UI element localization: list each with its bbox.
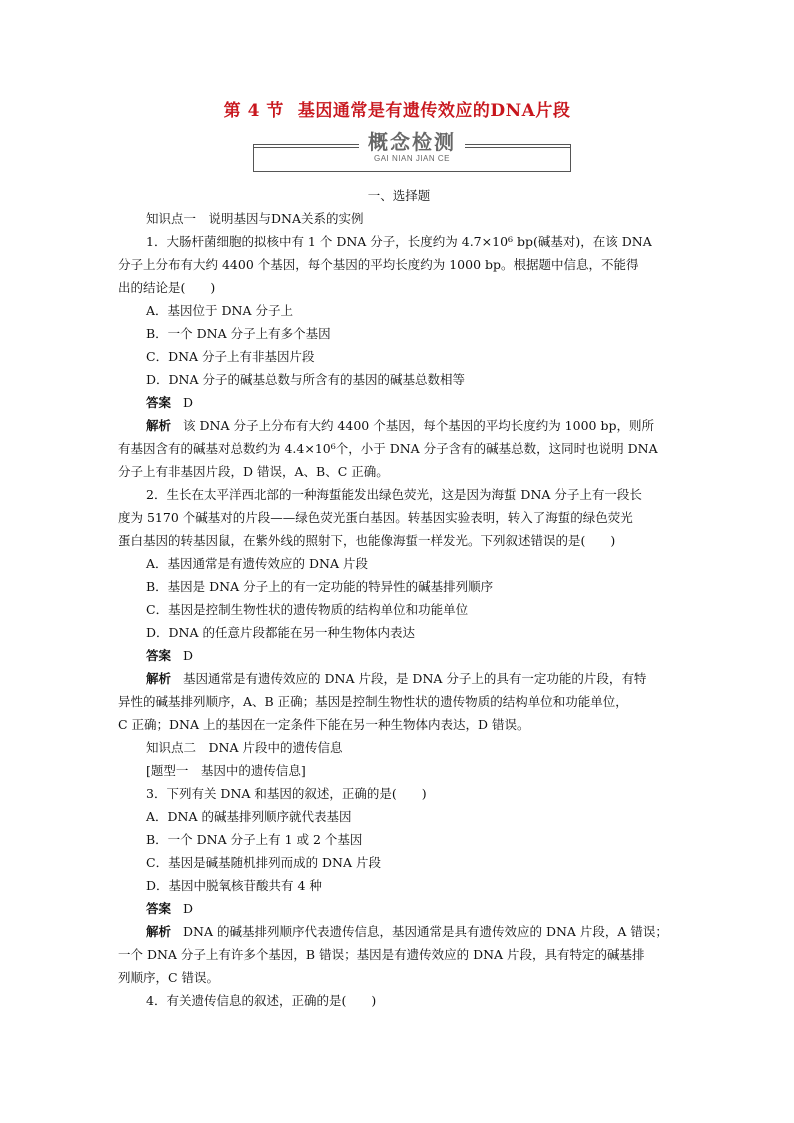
text-line bbox=[118, 437, 680, 460]
text-line bbox=[118, 483, 680, 506]
answer-line bbox=[118, 644, 680, 667]
banner-title: 概念检测 bbox=[368, 130, 456, 154]
banner-pinyin: GAI NIAN JIAN CE bbox=[373, 154, 450, 163]
line-text: 出的结论是( ) bbox=[118, 280, 216, 295]
answer-line bbox=[118, 391, 680, 414]
line-text: A．基因通常是有遗传效应的 DNA 片段 bbox=[146, 556, 368, 571]
text-line bbox=[118, 460, 680, 483]
line-text: B．基因是 DNA 分子上的有一定功能的特异性的碱基排列顺序 bbox=[146, 579, 494, 594]
line-text: 异性的碱基排列顺序，A、B 正确；基因是控制生物性状的遗传物质的结构单位和功能单位， bbox=[118, 694, 628, 709]
text-line bbox=[118, 230, 680, 253]
explanation-line bbox=[118, 414, 680, 437]
text-line bbox=[118, 828, 680, 851]
section-number: 第 4 节 bbox=[223, 101, 284, 121]
line-text: D．DNA 分子的碱基总数与所含有的基因的碱基总数相等 bbox=[146, 372, 465, 387]
answer-label: 解析 bbox=[146, 418, 172, 433]
answer-label: 解析 bbox=[146, 924, 172, 939]
text-line bbox=[118, 345, 680, 368]
line-text: 有基因含有的碱基对总数约为 4.4×10⁶个，小于 DNA 分子含有的碱基总数，这同时也说明 DNA bbox=[118, 441, 658, 456]
text-line bbox=[118, 253, 680, 276]
text-line bbox=[118, 690, 680, 713]
line-text: C．基因是控制生物性状的遗传物质的结构单位和功能单位 bbox=[146, 602, 469, 617]
text-line bbox=[118, 713, 680, 736]
line-text: 1．大肠杆菌细胞的拟核中有 1 个 DNA 分子，长度约为 4.7×10⁶ bp(碱基对)，在该 DNA bbox=[146, 234, 652, 249]
document-body bbox=[118, 184, 680, 1012]
answer-line bbox=[118, 897, 680, 920]
answer-label: 答案 bbox=[146, 901, 172, 916]
text-line bbox=[118, 322, 680, 345]
text-line bbox=[118, 276, 680, 299]
line-text: 知识点一 说明基因与DNA关系的实例 bbox=[146, 211, 364, 226]
page-title bbox=[0, 96, 794, 121]
line-text: 分子上有非基因片段，D 错误，A、B、C 正确。 bbox=[118, 464, 389, 479]
line-text: D bbox=[183, 901, 194, 916]
text-line bbox=[118, 782, 680, 805]
line-text: 3．下列有关 DNA 和基因的叙述，正确的是( ) bbox=[146, 786, 427, 801]
line-text: D bbox=[183, 395, 194, 410]
line-text: B．一个 DNA 分子上有多个基因 bbox=[146, 326, 331, 341]
line-text: A．DNA 的碱基排列顺序就代表基因 bbox=[146, 809, 352, 824]
line-text: C 正确；DNA 上的基因在一定条件下能在另一种生物体内表达，D 错误。 bbox=[118, 717, 530, 732]
line-text: 一、选择题 bbox=[367, 188, 431, 203]
line-text: 蛋白基因的转基因鼠，在紫外线的照射下，也能像海蜇一样发光。下列叙述错误的是( ) bbox=[118, 533, 616, 548]
line-text: D．基因中脱氧核苷酸共有 4 种 bbox=[146, 878, 322, 893]
line-text: C．基因是碱基随机排列而成的 DNA 片段 bbox=[146, 855, 381, 870]
line-text: 一个 DNA 分子上有许多个基因，B 错误；基因是有遗传效应的 DNA 片段，具有特定的碱基排 bbox=[118, 947, 645, 962]
line-text: [题型一 基因中的遗传信息] bbox=[146, 763, 306, 778]
text-line bbox=[118, 851, 680, 874]
line-text: 度为 5170 个碱基对的片段——绿色荧光蛋白基因。转基因实验表明，转入了海蜇的绿色荧光 bbox=[118, 510, 633, 525]
answer-label: 答案 bbox=[146, 648, 172, 663]
explanation-line bbox=[118, 667, 680, 690]
line-text: 2．生长在太平洋西北部的一种海蜇能发出绿色荧光，这是因为海蜇 DNA 分子上有一段长 bbox=[146, 487, 642, 502]
line-text: 列顺序，C 错误。 bbox=[118, 970, 220, 985]
line-text: B．一个 DNA 分子上有 1 或 2 个基因 bbox=[146, 832, 363, 847]
text-line bbox=[118, 368, 680, 391]
text-line bbox=[118, 943, 680, 966]
text-line bbox=[118, 874, 680, 897]
line-text: 该 DNA 分子上分布有大约 4400 个基因，每个基因的平均长度约为 1000 bp，则所 bbox=[183, 418, 654, 433]
text-line bbox=[118, 759, 680, 782]
line-text: 分子上分布有大约 4400 个基因，每个基因的平均长度约为 1000 bp。根据题中信息，不能得 bbox=[118, 257, 639, 272]
text-line bbox=[118, 207, 680, 230]
text-line bbox=[118, 552, 680, 575]
section-name: 基因通常是有遗传效应的DNA片段 bbox=[297, 101, 571, 121]
text-line bbox=[118, 805, 680, 828]
explanation-line bbox=[118, 920, 680, 943]
line-text: DNA 的碱基排列顺序代表遗传信息，基因通常是具有遗传效应的 DNA 片段，A 错误； bbox=[183, 924, 668, 939]
line-text: 知识点二 DNA 片段中的遗传信息 bbox=[146, 740, 343, 755]
text-line bbox=[118, 966, 680, 989]
concept-check-banner bbox=[253, 130, 571, 172]
text-line bbox=[118, 575, 680, 598]
text-line bbox=[118, 299, 680, 322]
line-text: 4．有关遗传信息的叙述，正确的是( ) bbox=[146, 993, 377, 1008]
line-text: C．DNA 分子上有非基因片段 bbox=[146, 349, 315, 364]
answer-label: 解析 bbox=[146, 671, 172, 686]
text-line bbox=[118, 529, 680, 552]
line-text: D．DNA 的任意片段都能在另一种生物体内表达 bbox=[146, 625, 415, 640]
line-text: 基因通常是有遗传效应的 DNA 片段，是 DNA 分子上的具有一定功能的片段，有特 bbox=[183, 671, 647, 686]
text-line bbox=[118, 989, 680, 1012]
answer-label: 答案 bbox=[146, 395, 172, 410]
text-line bbox=[118, 736, 680, 759]
text-line bbox=[118, 598, 680, 621]
text-line bbox=[118, 506, 680, 529]
section-heading bbox=[118, 184, 680, 207]
line-text: A．基因位于 DNA 分子上 bbox=[146, 303, 293, 318]
text-line bbox=[118, 621, 680, 644]
line-text: D bbox=[183, 648, 194, 663]
